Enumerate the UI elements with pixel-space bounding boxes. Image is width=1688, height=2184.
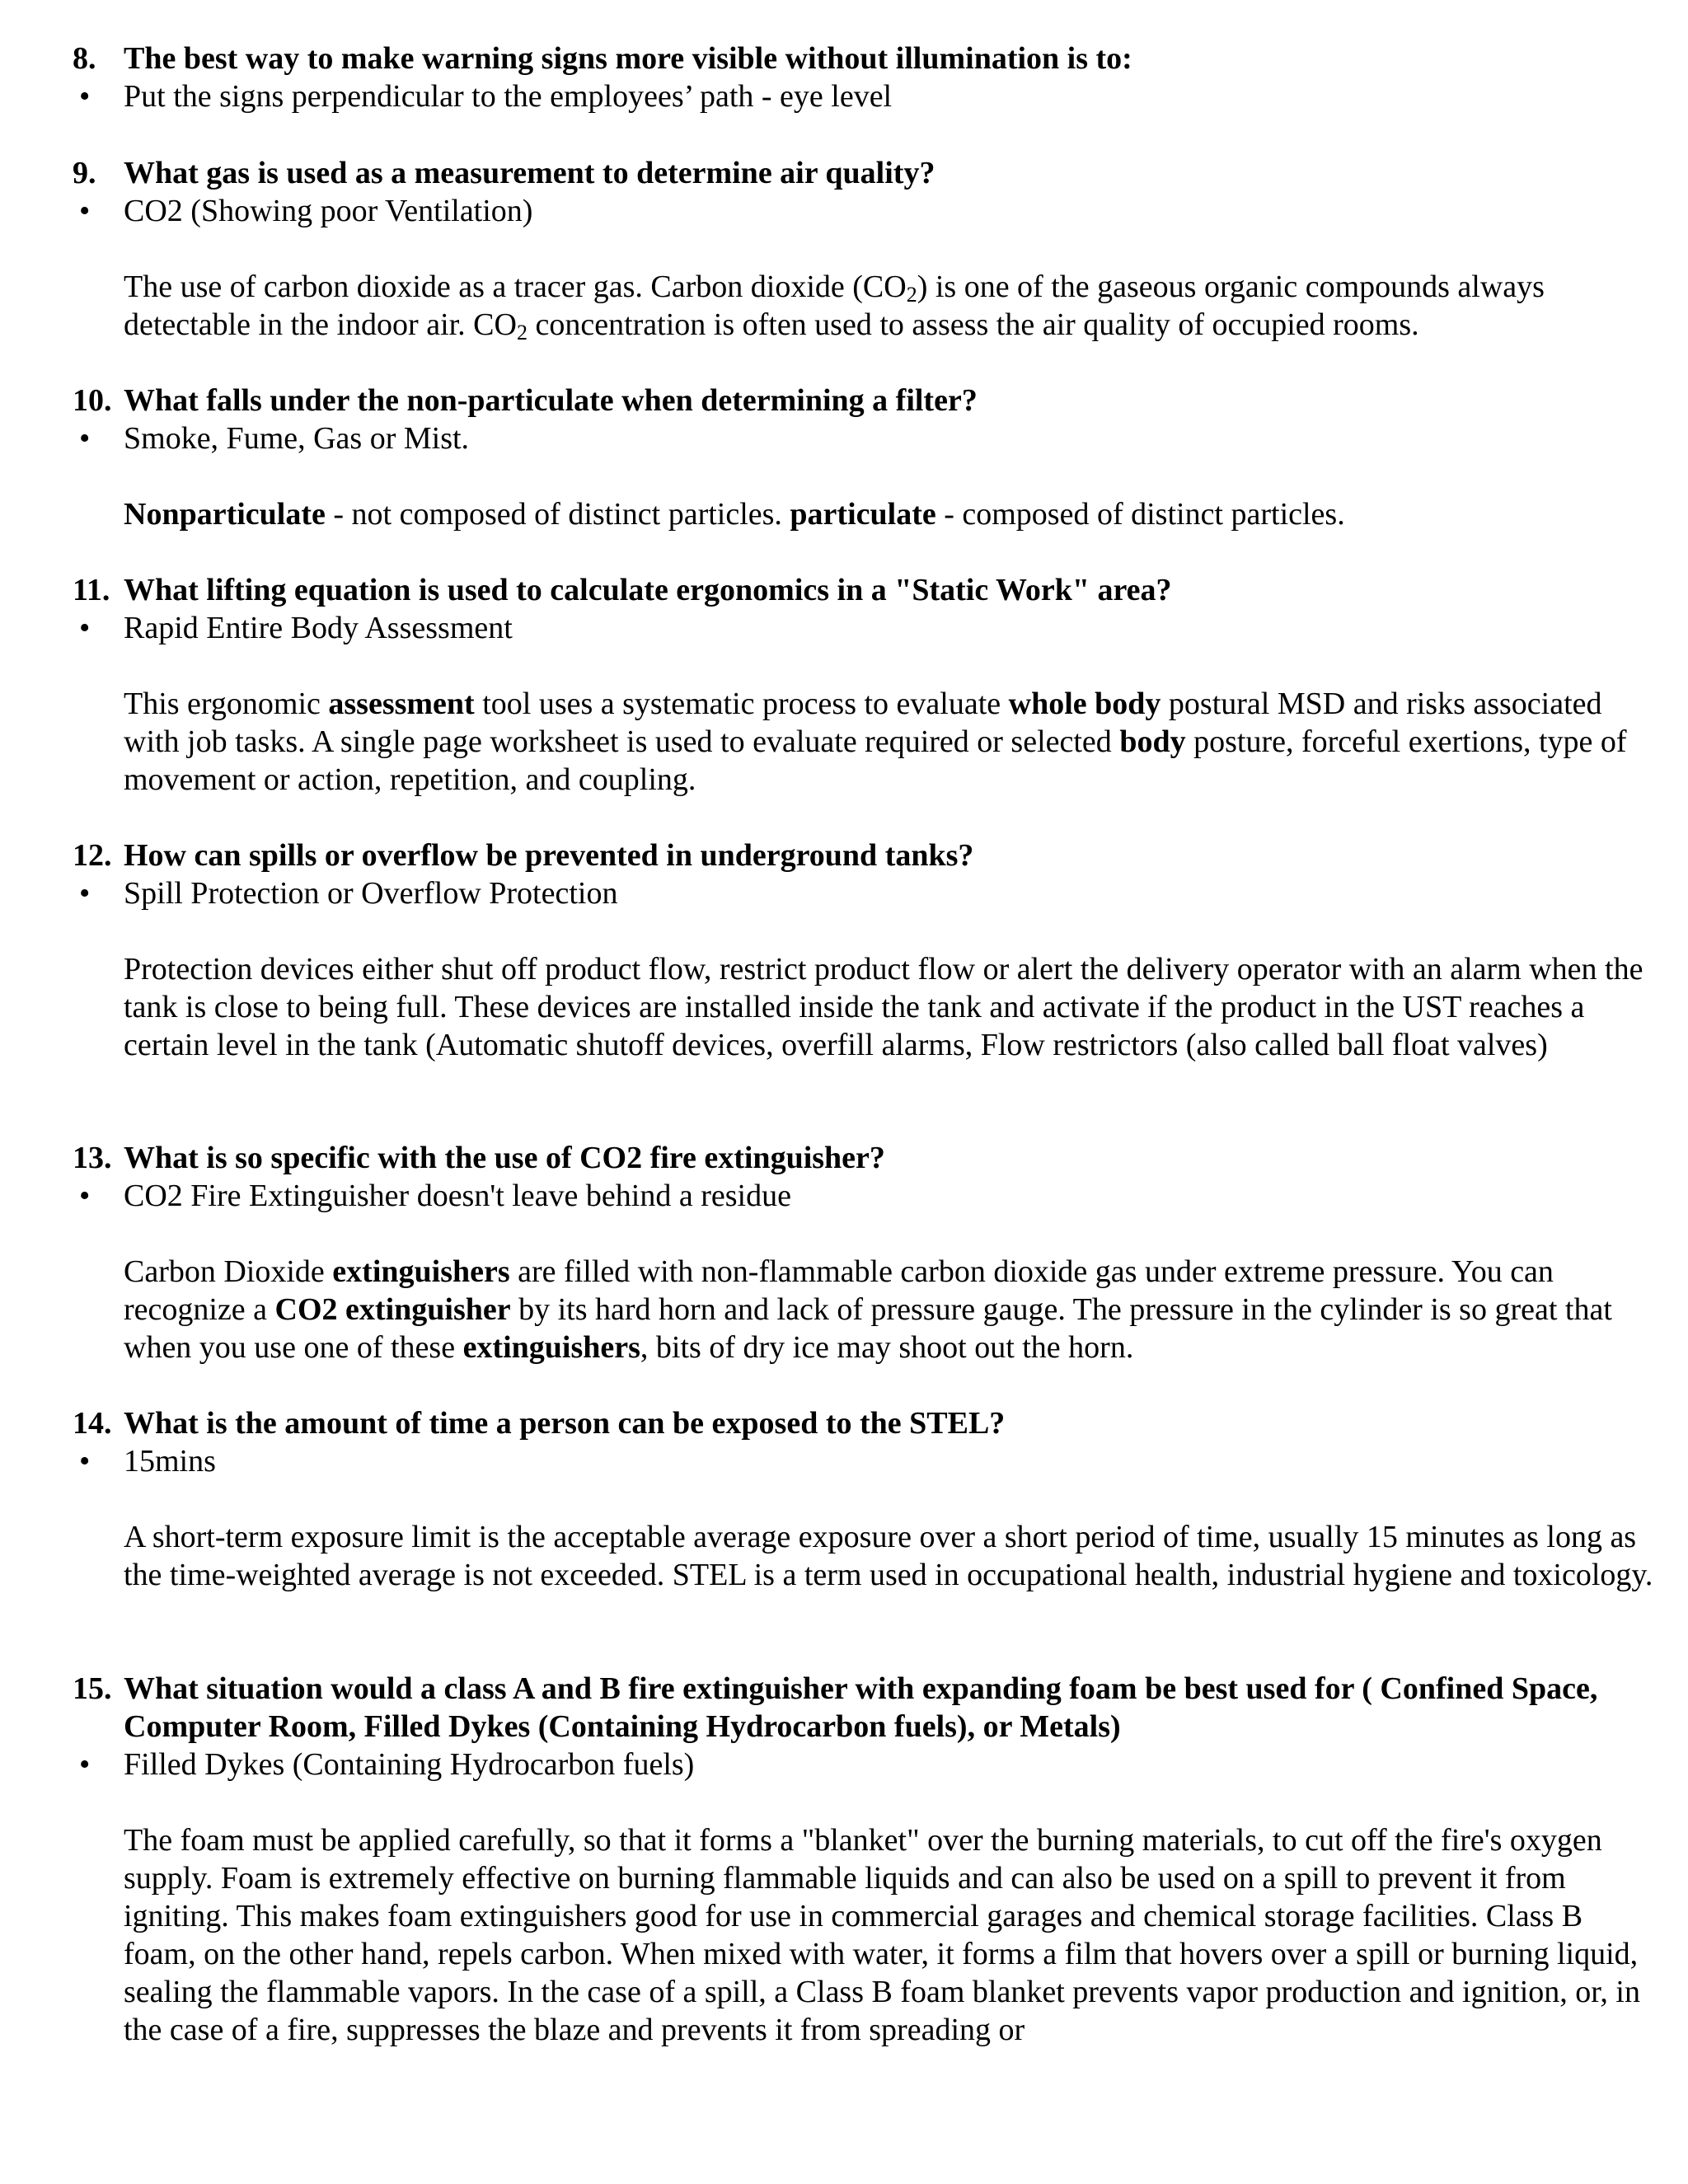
bold-term: particulate — [790, 497, 936, 532]
explanation-text: This ergonomic — [124, 687, 329, 721]
qa-item-14 — [0, 1404, 1688, 1594]
qa-item-10 — [0, 382, 1688, 533]
bullet-icon: • — [79, 876, 91, 911]
answer — [0, 419, 1688, 457]
bold-term: extinguishers — [332, 1254, 510, 1289]
explanation-text: The use of carbon dioxide as a tracer gas. Carbon dioxide (CO — [124, 269, 907, 304]
qa-item-13 — [0, 1139, 1688, 1366]
question-text: The best way to make warning signs more visible without illumination is to: — [124, 41, 1132, 76]
explanation-text: posture, forceful exertions, type of movement or action, repetition, and coupling. — [124, 724, 1627, 797]
question-number: 13. — [73, 1141, 112, 1175]
answer — [0, 77, 1688, 115]
question-number: 15. — [73, 1671, 112, 1706]
answer-text: Spill Protection or Overflow Protection — [124, 876, 618, 911]
question-text: What lifting equation is used to calculate ergonomics in a "Static Work" area? — [124, 573, 1172, 607]
qa-item-9 — [0, 154, 1688, 344]
explanation — [0, 268, 1688, 344]
explanation-text: A short-term exposure limit is the acceptable average exposure over a short period of time, usually 15 minutes as long as the time-weighted average is not exceeded. STEL is a term used in occupational health, industrial hygiene and toxicology. — [124, 1520, 1653, 1592]
answer-text: Smoke, Fume, Gas or Mist. — [124, 421, 470, 456]
answer — [0, 1746, 1688, 1783]
explanation-text: postural MSD and risks associated with job tasks. A single page worksheet is used to evaluate required or selected — [124, 687, 1602, 759]
answer-text: Filled Dykes (Containing Hydrocarbon fuels) — [124, 1747, 695, 1782]
answer-text: CO2 (Showing poor Ventilation) — [124, 194, 533, 228]
explanation-text: - not composed of distinct particles. — [325, 497, 790, 532]
question — [0, 571, 1688, 609]
explanation — [0, 685, 1688, 799]
bullet-icon: • — [79, 1747, 91, 1782]
bullet-icon: • — [79, 1179, 91, 1213]
explanation-text: by its hard horn and lack of pressure gauge. The pressure in the cylinder is so great that when you use one of these — [124, 1292, 1612, 1365]
explanation-text: ) is one of the gaseous organic compounds always detectable in the indoor air. CO — [124, 269, 1545, 342]
bold-term: Nonparticulate — [124, 497, 326, 532]
answer-text: CO2 Fire Extinguisher doesn't leave behind a residue — [124, 1179, 791, 1213]
bold-term: extinguishers — [462, 1330, 640, 1365]
answer — [0, 874, 1688, 912]
explanation — [0, 1821, 1688, 2049]
subscript: 2 — [516, 321, 528, 344]
question-number: 12. — [73, 838, 112, 873]
explanation-text: are filled with non-flammable carbon dioxide gas under extreme pressure. You can recognize a — [124, 1254, 1554, 1327]
answer — [0, 609, 1688, 647]
answer-text: 15mins — [124, 1444, 216, 1479]
question — [0, 837, 1688, 874]
question — [0, 382, 1688, 419]
question-text: What is the amount of time a person can be exposed to the STEL? — [124, 1406, 1006, 1441]
answer — [0, 192, 1688, 230]
answer — [0, 1177, 1688, 1215]
bold-term: assessment — [328, 687, 475, 721]
question-text: What situation would a class A and B fire extinguisher with expanding foam be best used for ( Confined Space, Computer Room, Filled Dykes (Containing Hydrocarbon fuels), or Metals) — [124, 1671, 1598, 1744]
bullet-icon: • — [79, 194, 91, 228]
subscript: 2 — [906, 283, 917, 307]
explanation-text: - composed of distinct particles. — [935, 497, 1345, 532]
question-text: What is so specific with the use of CO2 fire extinguisher? — [124, 1141, 885, 1175]
bullet-icon: • — [79, 1444, 91, 1479]
question-number: 11. — [73, 573, 110, 607]
question-number: 9. — [73, 156, 96, 190]
question-number: 14. — [73, 1406, 112, 1441]
explanation-text: The foam must be applied carefully, so that it forms a "blanket" over the burning materials, to cut off the fire's oxygen supply. Foam is extremely effective on burning flammable liquids and can also be used on a spill to prevent it from igniting. This makes foam extinguishers good for use in commercial garages and chemical storage facilities. Class B foam, on the other hand, repels carbon. When mixed with water, it forms a film that hovers over a spill or burning liquid, sealing the flammable vapors. In the case of a spill, a Class B foam blanket prevents vapor production and ignition, or, in the case of a fire, suppresses the blaze and prevents it from spreading or — [124, 1823, 1640, 2047]
question-text: What falls under the non-particulate when determining a filter? — [124, 383, 978, 418]
question — [0, 1139, 1688, 1177]
answer-text: Rapid Entire Body Assessment — [124, 611, 513, 645]
answer-text: Put the signs perpendicular to the employees’ path - eye level — [124, 79, 893, 114]
explanation-text: concentration is often used to assess the air quality of occupied rooms. — [527, 307, 1419, 342]
question — [0, 1404, 1688, 1442]
question-number: 10. — [73, 383, 112, 418]
question-text: What gas is used as a measurement to determine air quality? — [124, 156, 935, 190]
bullet-icon: • — [79, 611, 91, 645]
question — [0, 154, 1688, 192]
bullet-icon: • — [79, 421, 91, 456]
question-number: 8. — [73, 41, 96, 76]
explanation-text: , bits of dry ice may shoot out the horn. — [640, 1330, 1134, 1365]
explanation — [0, 950, 1688, 1064]
question — [0, 1670, 1688, 1746]
qa-item-11 — [0, 571, 1688, 799]
explanation — [0, 495, 1688, 533]
explanation-text: tool uses a systematic process to evaluate — [474, 687, 1009, 721]
explanation-text: Carbon Dioxide — [124, 1254, 333, 1289]
explanation — [0, 1518, 1688, 1594]
bold-term: CO2 extinguisher — [274, 1292, 511, 1327]
bold-term: body — [1119, 724, 1186, 759]
question — [0, 40, 1688, 77]
explanation — [0, 1253, 1688, 1366]
qa-item-8 — [0, 40, 1688, 115]
bullet-icon: • — [79, 79, 91, 114]
question-text: How can spills or overflow be prevented in underground tanks? — [124, 838, 974, 873]
answer — [0, 1442, 1688, 1480]
qa-item-15 — [0, 1670, 1688, 2049]
explanation-text: Protection devices either shut off product flow, restrict product flow or alert the delivery operator with an alarm when the tank is close to being full. These devices are installed inside the tank and activate if the product in the UST reaches a certain level in the tank (Automatic shutoff devices, overfill alarms, Flow restrictors (also called ball float valves) — [124, 952, 1643, 1062]
qa-item-12 — [0, 837, 1688, 1064]
bold-term: whole body — [1008, 687, 1161, 721]
